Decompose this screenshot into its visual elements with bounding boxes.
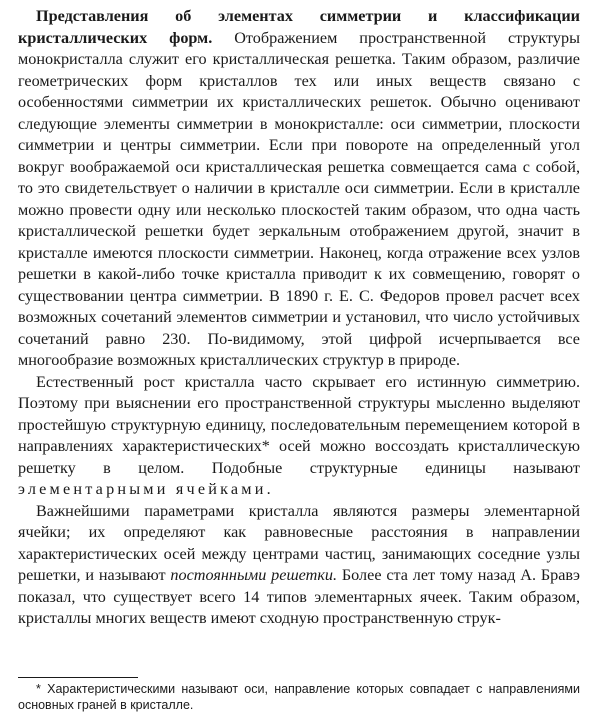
paragraph-lattice-parameters xyxy=(18,501,580,630)
paragraph-natural-growth xyxy=(18,372,580,501)
term-unit-cells: элементарными ячейками xyxy=(18,480,267,498)
footnote: * Характеристическими называют оси, направление которых совпадает с направлениями основных граней в кристалле. xyxy=(18,682,580,712)
paragraph-end: . xyxy=(266,480,271,498)
paragraph-symmetry xyxy=(18,6,580,372)
footnote-divider xyxy=(18,677,138,678)
paragraph-text: Естественный рост кристалла часто скрывает его истинную симметрию. Поэтому при выяснении его пространственной структуры мысленно выделяют простейшую структурную единицу, последовательным перемещением которой в направлениях характеристических* осей можно воссоздать кристаллическую решетку в целом. Подобные структурные единицы называют xyxy=(18,372,580,477)
paragraph-text: Отображением пространственной структуры монокристалла служит его кристаллическая решетка. Таким образом, различие геометрических форм кристаллов тех или иных веществ связано с особенностями симметрии их кристаллических решеток. Обычно оценивают следующие элементы симметрии в монокристалле: оси симметрии, плоскости симметрии и центры симметрии. Если при повороте на определенный угол вокруг воображаемой оси кристаллическая решетка совмещается сама с собой, то это свидетельствует о наличии в кристалле оси симметрии. Если в кристалле можно провести одну или несколько плоскостей таким образом, что одна часть кристаллической решетки будет зеркальным отображением другой, значит в кристалле имеются плоскости симметрии. Наконец, когда отражение всех узлов решетки в какой-либо точке кристалла приводит к их совмещению, говорят о существовании центра симметрии. В 1890 г. Е. С. Федоров провел расчет всех возможных сочетаний элементов симметрии и установил, что число устойчивых сочетаний равно 230. По-видимому, этой цифрой исчерпывается все многообразие возможных кристаллических структур в природе. xyxy=(18,28,580,369)
paragraph-end: Более ста лет тому назад А. Бравэ показал, что существует всего 14 типов элементарных ячеек. Таким образом, кристаллы многих веществ имеют сходную пространственную струк- xyxy=(18,566,580,627)
paragraph-text: Важнейшими параметрами кристалла являются размеры элементарной ячейки; их определяют как равновесные расстояния в направлении характеристических осей между центрами частиц, занимающих соседние узлы решетки, и называют xyxy=(18,501,580,584)
section-heading: Представления об элементах симметрии и классификации кристаллических форм. xyxy=(18,7,580,47)
term-lattice-constants: постоянными решетки. xyxy=(170,566,338,584)
